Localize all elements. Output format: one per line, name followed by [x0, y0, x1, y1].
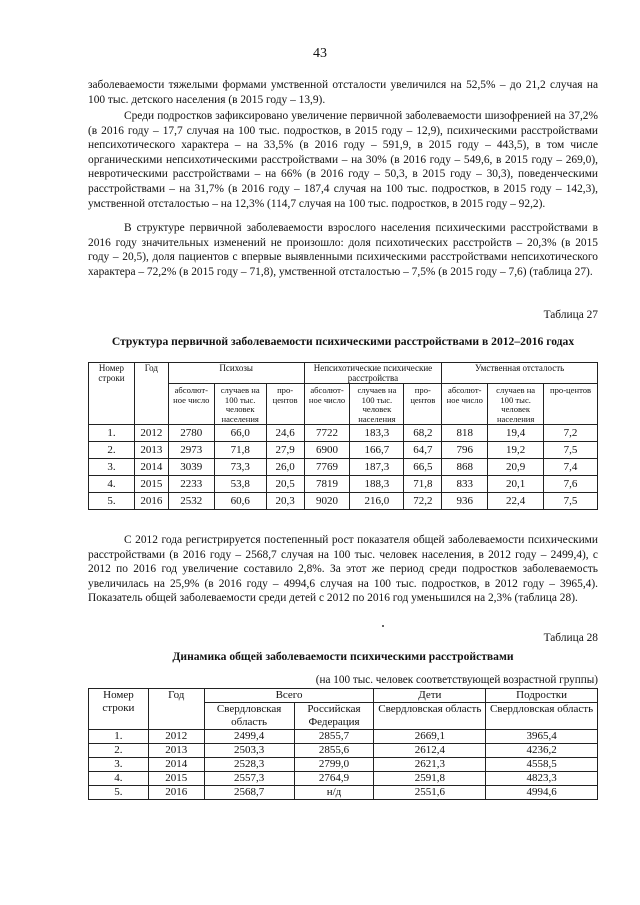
- header-nonpsychotic: Непсихотические психические расстройства: [304, 363, 442, 384]
- cell-psychoses-rate: 53,8: [214, 476, 266, 493]
- paragraph-3: [88, 221, 598, 279]
- cell-total-sverdlovsk: 2499,4: [204, 730, 294, 744]
- header-teens: Подростки: [486, 689, 598, 703]
- cell-year: 2014: [134, 459, 168, 476]
- header-year: Год: [134, 363, 168, 425]
- subheader-pct: про-центов: [544, 384, 598, 425]
- table-row: [89, 459, 598, 476]
- paragraph-3-text: В структуре первичной заболеваемости взрослого населения психическими расстройствами в 2016 году значительных изменений не произошло: доля психотических расстройств – 20,3% (в 2015 году – 20,5), доля пациентов с впервые выявленными психическими расстройствами непсихотического характера – 72,2% (в 2015 году – 71,8), умственной отсталостью – 7,5% (в 2015 году – 7,6) (таблица 27).: [88, 222, 598, 278]
- cell-row-number: 1.: [89, 425, 135, 442]
- table-row: [89, 744, 598, 758]
- header-psychoses: Психозы: [168, 363, 304, 384]
- cell-total-sverdlovsk: 2557,3: [204, 772, 294, 786]
- cell-nonpsychotic-pct: 66,5: [404, 459, 442, 476]
- cell-total-sverdlovsk: 2503,3: [204, 744, 294, 758]
- subheader-sverdlovsk: Свердловская область: [374, 703, 486, 730]
- cell-teens: 4823,3: [486, 772, 598, 786]
- cell-psychoses-abs: 3039: [168, 459, 214, 476]
- cell-nonpsychotic-abs: 9020: [304, 493, 350, 510]
- cell-psychoses-pct: 27,9: [266, 442, 304, 459]
- cell-psychoses-pct: 20,3: [266, 493, 304, 510]
- cell-children: 2591,8: [374, 772, 486, 786]
- cell-retardation-rate: 19,2: [488, 442, 544, 459]
- paragraph-1: [88, 78, 598, 107]
- cell-year: 2014: [148, 758, 204, 772]
- cell-psychoses-rate: 71,8: [214, 442, 266, 459]
- cell-row-number: 2.: [89, 442, 135, 459]
- cell-psychoses-pct: 20,5: [266, 476, 304, 493]
- table-row: [89, 730, 598, 744]
- subheader-per100k: случаев на 100 тыс. человек населения: [214, 384, 266, 425]
- cell-psychoses-rate: 66,0: [214, 425, 266, 442]
- cell-year: 2015: [148, 772, 204, 786]
- cell-total-sverdlovsk: 2568,7: [204, 786, 294, 800]
- table-row: [89, 786, 598, 800]
- cell-retardation-rate: 19,4: [488, 425, 544, 442]
- paragraph-4: [88, 533, 598, 606]
- cell-nonpsychotic-rate: 188,3: [350, 476, 404, 493]
- cell-teens: 4558,5: [486, 758, 598, 772]
- table-row: [89, 476, 598, 493]
- cell-nonpsychotic-rate: 183,3: [350, 425, 404, 442]
- cell-retardation-pct: 7,5: [544, 493, 598, 510]
- cell-children: 2621,3: [374, 758, 486, 772]
- cell-year: 2015: [134, 476, 168, 493]
- subheader-abs: абсолют-ное число: [304, 384, 350, 425]
- header-row-number: Номер строки: [89, 689, 149, 730]
- cell-nonpsychotic-abs: 7722: [304, 425, 350, 442]
- cell-children: 2612,4: [374, 744, 486, 758]
- cell-retardation-abs: 833: [442, 476, 488, 493]
- cell-teens: 4994,6: [486, 786, 598, 800]
- subheader-sverdlovsk: Свердловская область: [204, 703, 294, 730]
- table-28-label: Таблица 28: [543, 632, 598, 644]
- header-children: Дети: [374, 689, 486, 703]
- subheader-russia: Российская Федерация: [294, 703, 374, 730]
- page-number: 43: [313, 46, 327, 61]
- cell-year: 2013: [148, 744, 204, 758]
- table-27-title: Структура первичной заболеваемости психическими расстройствами в 2012–2016 годах: [111, 335, 575, 348]
- cell-teens: 4236,2: [486, 744, 598, 758]
- cell-psychoses-abs: 2532: [168, 493, 214, 510]
- cell-psychoses-rate: 73,3: [214, 459, 266, 476]
- subheader-pct: про-центов: [266, 384, 304, 425]
- cell-row-number: 2.: [89, 744, 149, 758]
- cell-total-sverdlovsk: 2528,3: [204, 758, 294, 772]
- header-year: Год: [148, 689, 204, 730]
- subheader-per100k: случаев на 100 тыс. человек населения: [488, 384, 544, 425]
- cell-year: 2013: [134, 442, 168, 459]
- paragraph-4-text: С 2012 года регистрируется постепенный рост показателя общей заболеваемости психическими расстройствами (в 2016 году – 2568,7 случая на 100 тыс. человек населения, в 2012 году – 2499,4), с 2012 по 2016 год увеличение составило 2,8%. За этот же период среди подростков заболеваемость увеличилась на 25,9% (в 2016 году – 4994,6 случая на 100 тыс. подростков, в 2012 году – 3965,4). Показатель общей заболеваемости среди детей с 2012 по 2016 год уменьшился на 2,3% (таблица 28).: [88, 534, 598, 605]
- table-28-title: Динамика общей заболеваемости психическими расстройствами: [172, 650, 514, 663]
- cell-nonpsychotic-rate: 216,0: [350, 493, 404, 510]
- cell-total-russia: 2764,9: [294, 772, 374, 786]
- table-row: [89, 442, 598, 459]
- cell-total-russia: н/д: [294, 786, 374, 800]
- cell-nonpsychotic-abs: 7819: [304, 476, 350, 493]
- cell-retardation-abs: 796: [442, 442, 488, 459]
- cell-row-number: 3.: [89, 758, 149, 772]
- cell-retardation-pct: 7,5: [544, 442, 598, 459]
- cell-nonpsychotic-pct: 71,8: [404, 476, 442, 493]
- cell-row-number: 5.: [89, 786, 149, 800]
- cell-year: 2012: [148, 730, 204, 744]
- cell-psychoses-abs: 2780: [168, 425, 214, 442]
- subheader-per100k: случаев на 100 тыс. человек населения: [350, 384, 404, 425]
- cell-row-number: 1.: [89, 730, 149, 744]
- paragraph-1-text: заболеваемости тяжелыми формами умственной отсталости увеличился на 52,5% – до 21,2 случая на 100 тыс. детского населения (в 2015 году – 13,9).: [88, 79, 598, 106]
- cell-nonpsychotic-rate: 166,7: [350, 442, 404, 459]
- cell-nonpsychotic-pct: 72,2: [404, 493, 442, 510]
- header-total: Всего: [204, 689, 374, 703]
- cell-psychoses-pct: 24,6: [266, 425, 304, 442]
- cell-retardation-abs: 818: [442, 425, 488, 442]
- table-row: [89, 772, 598, 786]
- table-row: [89, 758, 598, 772]
- cell-nonpsychotic-abs: 6900: [304, 442, 350, 459]
- subheader-abs: абсолют-ное число: [442, 384, 488, 425]
- cell-retardation-pct: 7,6: [544, 476, 598, 493]
- cell-retardation-rate: 20,1: [488, 476, 544, 493]
- cell-nonpsychotic-pct: 68,2: [404, 425, 442, 442]
- cell-row-number: 4.: [89, 476, 135, 493]
- cell-row-number: 3.: [89, 459, 135, 476]
- table-27-label: Таблица 27: [543, 309, 598, 321]
- cell-total-russia: 2855,7: [294, 730, 374, 744]
- subheader-sverdlovsk: Свердловская область: [486, 703, 598, 730]
- table-28-unit: (на 100 тыс. человек соответствующей возрастной группы): [315, 674, 598, 686]
- cell-children: 2551,6: [374, 786, 486, 800]
- subheader-pct: про-центов: [404, 384, 442, 425]
- cell-retardation-pct: 7,2: [544, 425, 598, 442]
- cell-psychoses-pct: 26,0: [266, 459, 304, 476]
- cell-row-number: 5.: [89, 493, 135, 510]
- cell-year: 2016: [134, 493, 168, 510]
- cell-year: 2012: [134, 425, 168, 442]
- cell-retardation-abs: 936: [442, 493, 488, 510]
- stray-dot: [382, 625, 384, 627]
- table-row: [89, 493, 598, 510]
- table-27: [88, 362, 598, 510]
- paragraph-2-text: Среди подростков зафиксировано увеличение первичной заболеваемости шизофренией на 37,2% (в 2016 году – 17,7 случая на 100 тыс. подростков, в 2015 году – 12,9), психическими расстройствами непсихотического характера – на 33,5% (в 2016 году – 591,9, в 2015 году – 443,5), в том числе органическими непсихотическими расстройствами – на 30% (в 2016 году – 549,6, в 2015 году – 269,0), невротическими расстройствами – на 66% (в 2016 году – 50,3, в 2015 году – 30,3), поведенческими расстройствами – на 31,7% (в 2016 году – 187,4 случая на 100 тыс. подростков, в 2015 году – 142,3), умственной отсталостью – на 12,3% (114,7 случая на 100 тыс. подростков, в 2015 году – 92,2).: [88, 110, 598, 210]
- cell-teens: 3965,4: [486, 730, 598, 744]
- cell-nonpsychotic-abs: 7769: [304, 459, 350, 476]
- cell-total-russia: 2855,6: [294, 744, 374, 758]
- cell-psychoses-abs: 2233: [168, 476, 214, 493]
- table-28: [88, 688, 598, 800]
- cell-retardation-pct: 7,4: [544, 459, 598, 476]
- cell-psychoses-abs: 2973: [168, 442, 214, 459]
- paragraph-2: [88, 109, 598, 211]
- cell-year: 2016: [148, 786, 204, 800]
- cell-psychoses-rate: 60,6: [214, 493, 266, 510]
- table-row: [89, 425, 598, 442]
- cell-nonpsychotic-pct: 64,7: [404, 442, 442, 459]
- cell-total-russia: 2799,0: [294, 758, 374, 772]
- cell-retardation-rate: 20,9: [488, 459, 544, 476]
- cell-row-number: 4.: [89, 772, 149, 786]
- cell-retardation-abs: 868: [442, 459, 488, 476]
- cell-nonpsychotic-rate: 187,3: [350, 459, 404, 476]
- header-retardation: Умственная отсталость: [442, 363, 598, 384]
- cell-children: 2669,1: [374, 730, 486, 744]
- header-row-number: Номер строки: [89, 363, 135, 425]
- cell-retardation-rate: 22,4: [488, 493, 544, 510]
- subheader-abs: абсолют-ное число: [168, 384, 214, 425]
